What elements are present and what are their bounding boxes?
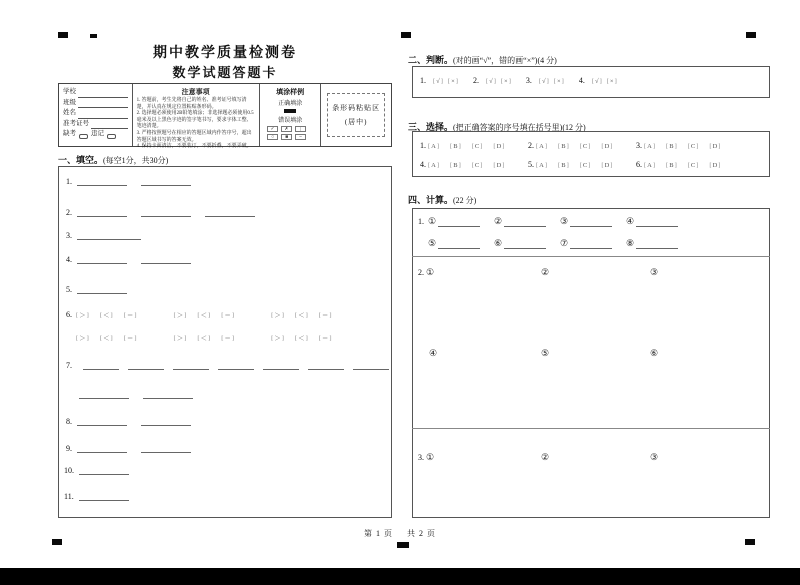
lt-bubble[interactable]: [ ＜ ] [197,310,210,319]
compare-group [76,310,148,319]
school-label: 学校 [63,88,76,95]
option-a-bubble[interactable]: [ A ] [428,143,439,150]
section4-score: (22 分) [453,196,477,205]
fill-sample-cell [260,84,322,146]
answer-blank[interactable] [141,418,191,426]
calc-q3-mark-1: 3. ① [418,452,435,462]
registration-mark [746,32,756,38]
notice-line: 4. 保持卡面清洁，不要装订，不要折叠，不要弄破。 [136,144,252,150]
option-a-bubble[interactable]: [ A ] [644,143,655,150]
check-bubble[interactable]: [ √ ] [539,78,549,85]
lt-bubble[interactable]: [ ＜ ] [197,333,210,342]
section4-answer-box [412,208,770,518]
check-bubble[interactable]: [ √ ] [592,78,602,85]
footer-page-total: 共 2 页 [407,529,436,538]
eq-bubble[interactable]: [ ＝ ] [221,333,234,342]
calc-answer-cell: ⑥ [494,238,558,249]
section2-score: (对的画“√”，错的画“×”)(4 分) [453,56,557,65]
scanner-background [0,568,800,585]
answer-blank[interactable] [128,362,164,370]
gt-bubble[interactable]: [ ＞ ] [76,310,89,319]
calc-answer-cell: ② [494,216,558,227]
check-bubble[interactable]: [ √ ] [486,78,496,85]
eq-bubble[interactable]: [ ＝ ] [319,310,332,319]
name-field[interactable] [78,112,128,119]
answer-blank[interactable] [143,391,193,399]
correct-fill-mark [284,109,296,113]
exam-no-label: 准考证号 [63,119,89,127]
choice-item-4: 4. [ A ] [ B ] [ C ] [ D ] [420,160,515,169]
option-b-bubble[interactable]: [ B ] [558,162,569,169]
lt-bubble[interactable]: [ ＜ ] [100,333,113,342]
cross-bubble[interactable]: [ × ] [554,78,564,85]
section4-title: 四、计算。 [408,195,454,205]
judge-item-3: 3. [ √ ] [ × ] [526,76,564,85]
page-title: 期中教学质量检测卷 [153,46,297,61]
option-d-bubble[interactable]: [ D ] [709,143,720,150]
wrong-mark-cross: ✗ [281,126,292,132]
answer-blank[interactable] [141,256,191,264]
registration-mark [90,34,97,38]
registration-mark [58,32,68,38]
cross-bubble[interactable]: [ × ] [448,78,458,85]
calc-q3-mark-2: ② [541,452,550,462]
answer-blank[interactable] [77,232,141,240]
fill-item-5: 5. [66,285,127,294]
answer-blank[interactable] [438,219,480,227]
gt-bubble[interactable]: [ ＞ ] [174,333,187,342]
option-a-bubble[interactable]: [ A ] [644,162,655,169]
answer-blank[interactable] [570,219,612,227]
option-c-bubble[interactable]: [ C ] [580,162,591,169]
violation-checkbox[interactable] [107,134,116,139]
option-c-bubble[interactable]: [ C ] [688,143,699,150]
option-a-bubble[interactable]: [ A ] [536,162,547,169]
notice-line: 2. 选择题必须使用2B铅笔填涂；非选择题必须使用0.5毫米及以上黑色字迹的签字笔书写，要求字体工整、笔迹清楚。 [136,111,254,130]
gt-bubble[interactable]: [ ＞ ] [271,310,284,319]
section3-title: 三、选择。 [408,122,454,132]
registration-mark [745,539,755,545]
fill-item-2: 2. [66,208,255,217]
compare-group [76,333,148,342]
calc-answer-cell: ③ [560,216,624,227]
answer-blank[interactable] [353,362,389,370]
calc-q2-mark-5: ⑤ [541,348,550,358]
answer-blank[interactable] [570,241,612,249]
answer-blank[interactable] [173,362,209,370]
judge-row [420,76,630,85]
fill-item-7-row1: 7. [66,361,389,370]
option-d-bubble[interactable]: [ D ] [493,162,504,169]
calc-answer-cell: ⑦ [560,238,624,249]
answer-blank[interactable] [438,241,480,249]
fill-item-9: 9. [66,444,191,453]
fill-item-4: 4. [66,255,191,264]
compare-group [271,333,343,342]
section4-divider-1 [412,256,770,257]
exam-no-field[interactable] [91,122,128,129]
wrong-fill-label: 错误填涂 [278,118,303,124]
option-c-bubble[interactable]: [ C ] [472,143,483,150]
gt-bubble[interactable]: [ ＞ ] [271,333,284,342]
calc-q2-mark-1: 2. ① [418,267,435,277]
option-a-bubble[interactable]: [ A ] [428,162,439,169]
option-c-bubble[interactable]: [ C ] [580,143,591,150]
answer-blank[interactable] [308,362,344,370]
notice-line: 1. 答题前，考生先将自己的姓名、准考证号填写清楚，并认真在规定位置粘贴条形码。 [136,98,247,110]
fill-item-6-row1: 6. [ ＞ ] [ ＜ ] [ ＝ ] [ ＞ ] [ ＜ ] [ ＝ ] [ ＞ ] [ ＜ ] [ ＝ ] [66,310,367,319]
option-c-bubble[interactable]: [ C ] [472,162,483,169]
cross-bubble[interactable]: [ × ] [607,78,617,85]
calc-q2-mark-6: ⑥ [650,348,659,358]
answer-blank[interactable] [636,241,678,249]
section1-score: (每空1分，共30分) [103,156,169,165]
lt-bubble[interactable]: [ ＜ ] [295,310,308,319]
fill-item-10: 10. [64,466,129,475]
eq-bubble[interactable]: [ ＝ ] [124,333,137,342]
lt-bubble[interactable]: [ ＜ ] [100,310,113,319]
wrong-mark-line: | [295,126,306,132]
eq-bubble[interactable]: [ ＝ ] [221,310,234,319]
calc-q1-row1: 1. ① ② ③ ④ [418,216,690,227]
header-info-box [58,83,392,150]
answer-blank[interactable] [141,178,191,186]
choice-item-3: 3. [ A ] [ B ] [ C ] [ D ] [636,141,731,150]
absent-label: 缺考 [63,130,76,138]
gt-bubble[interactable]: [ ＞ ] [76,333,89,342]
answer-blank[interactable] [263,362,299,370]
choice-item-6: 6. [ A ] [ B ] [ C ] [ D ] [636,160,731,169]
answer-blank[interactable] [636,219,678,227]
choice-item-5: 5. [ A ] [ B ] [ C ] [ D ] [528,160,623,169]
page-footer [320,528,480,539]
compare-group [174,333,246,342]
registration-mark [401,32,411,38]
answer-blank[interactable] [79,467,129,475]
class-field[interactable] [78,101,128,108]
answer-blank[interactable] [79,493,129,501]
eq-bubble[interactable]: [ ＝ ] [319,333,332,342]
option-d-bubble[interactable]: [ D ] [601,143,612,150]
answer-blank[interactable] [218,362,254,370]
option-c-bubble[interactable]: [ C ] [688,162,699,169]
check-bubble[interactable]: [ √ ] [433,78,443,85]
barcode-label-line2: (居中) [344,118,368,126]
barcode-paste-area [327,93,385,137]
name-label: 姓名 [63,109,76,117]
correct-fill-label: 正确填涂 [278,101,303,107]
fill-item-1: 1. [66,177,191,186]
notice-line: 3. 严格按照题号在相应的答题区域内作答序号，超出答题区域书写的答案无效。 [136,130,252,143]
option-b-bubble[interactable]: [ B ] [666,162,677,169]
answer-blank[interactable] [141,445,191,453]
fill-item-8: 8. [66,417,191,426]
option-d-bubble[interactable]: [ D ] [709,162,720,169]
section3-answer-box [412,131,770,177]
calc-answer-cell: ⑤ [428,238,492,249]
section4-heading [408,190,476,208]
student-info-cell [59,84,133,146]
section3-score: (把正确答案的序号填在括号里)(12 分) [453,123,586,132]
footer-page-number: 第 1 页 [364,529,393,538]
option-b-bubble[interactable]: [ B ] [558,143,569,150]
option-b-bubble[interactable]: [ B ] [450,143,461,150]
option-a-bubble[interactable]: [ A ] [536,143,547,150]
eq-bubble[interactable]: [ ＝ ] [124,310,137,319]
calc-q3-mark-3: ③ [650,452,659,462]
choice-item-1: 1. [ A ] [ B ] [ C ] [ D ] [420,141,515,150]
registration-mark [52,539,62,545]
compare-group [174,310,246,319]
section1-title: 一、填空。 [58,155,104,165]
answer-blank[interactable] [83,362,119,370]
wrong-mark-wave: ~ [295,134,306,140]
answer-blank[interactable] [77,286,127,294]
wrong-mark-circle: ○ [267,134,278,140]
fill-item-7-row2 [76,390,193,399]
answer-blank[interactable] [77,178,127,186]
fill-sample-title: 填涂样例 [276,88,305,96]
calc-q2-mark-4: ④ [429,348,438,358]
calc-q1-row2 [428,238,690,249]
wrong-mark-check: ✓ [267,126,278,132]
barcode-label-line1: 条形码粘贴区 [332,104,381,112]
calc-q2-mark-2: ② [541,267,550,277]
notice-cell [133,84,260,150]
judge-item-1: 1. [ √ ] [ × ] [420,76,458,85]
choice-item-2: 2. [ A ] [ B ] [ C ] [ D ] [528,141,623,150]
violation-label: 违记 [91,130,104,138]
calc-answer-cell: ④ [626,216,690,227]
calc-answer-cell: ⑧ [626,238,690,249]
section4-divider-2 [412,428,770,429]
barcode-cell [321,84,391,146]
answer-blank[interactable] [504,241,546,249]
class-label: 班级 [63,98,76,106]
school-field[interactable] [78,91,128,98]
page-subtitle: 数学试题答题卡 [172,65,278,80]
absent-checkbox[interactable] [79,134,88,139]
wrong-mark-filled: ■ [281,134,292,140]
cross-bubble[interactable]: [ × ] [501,78,511,85]
wrong-fill-marks [267,126,313,140]
fill-item-11: 11. [64,492,129,501]
answer-blank[interactable] [79,391,129,399]
lt-bubble[interactable]: [ ＜ ] [295,333,308,342]
answer-blank[interactable] [77,209,127,217]
calc-answer-cell: ① [428,216,492,227]
registration-mark [397,542,409,548]
option-d-bubble[interactable]: [ D ] [601,162,612,169]
fill-item-6-row2 [76,333,367,342]
judge-item-2: 2. [ √ ] [ × ] [473,76,511,85]
answer-blank[interactable] [141,209,191,217]
notice-title: 注意事项 [181,88,210,96]
option-b-bubble[interactable]: [ B ] [450,162,461,169]
answer-blank[interactable] [205,209,255,217]
compare-group [271,310,343,319]
option-b-bubble[interactable]: [ B ] [666,143,677,150]
calc-q2-mark-3: ③ [650,267,659,277]
option-d-bubble[interactable]: [ D ] [493,143,504,150]
answer-blank[interactable] [77,445,127,453]
judge-item-4: 4. [ √ ] [ × ] [579,76,617,85]
answer-blank[interactable] [77,256,127,264]
fill-item-3: 3. [66,231,141,240]
answer-blank[interactable] [504,219,546,227]
answer-blank[interactable] [77,418,127,426]
gt-bubble[interactable]: [ ＞ ] [174,310,187,319]
section2-title: 二、判断。 [408,55,454,65]
